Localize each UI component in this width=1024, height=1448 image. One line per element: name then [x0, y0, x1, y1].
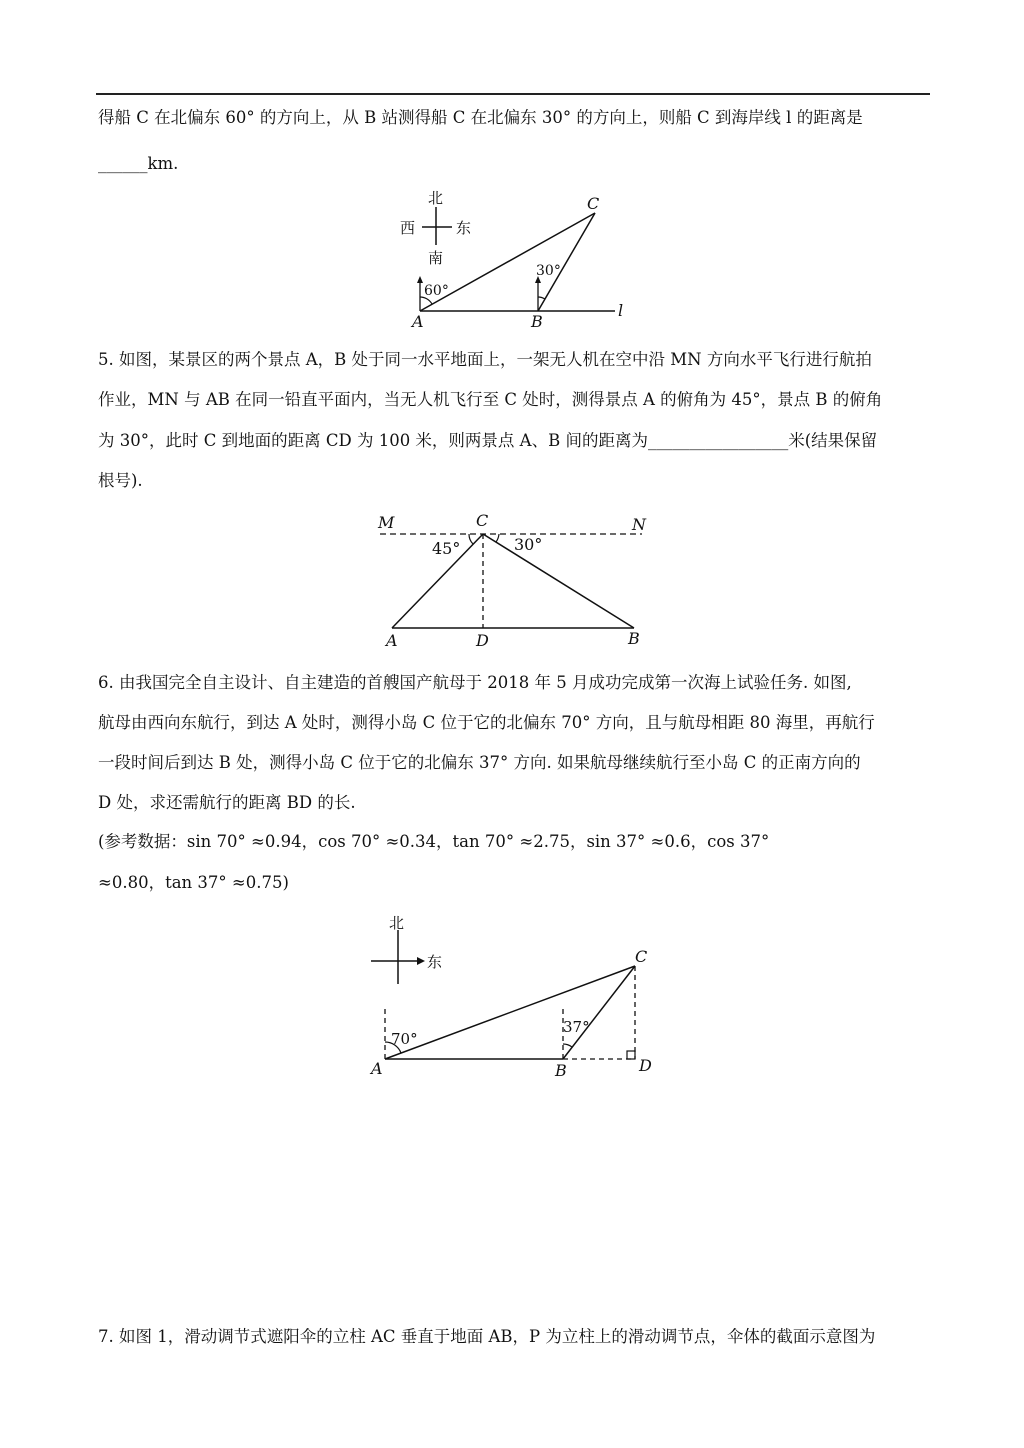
q7-text-line1: 7. 如图 1，滑动调节式遮阳伞的立柱 AC 垂直于地面 AB，P 为立柱上的滑动调节点，伞体的截面示意图为 — [98, 1327, 876, 1346]
angle-30-label: 30° — [536, 263, 561, 279]
q6-reference-data-line2: ≈0.80，tan 37° ≈0.75) — [98, 873, 289, 892]
compass-north-label: 北 — [428, 189, 444, 207]
q6-text-line3: 一段时间后到达 B 处，测得小岛 C 位于它的北偏东 37° 方向. 如果航母继续航行至小岛 C 的正南方向的 — [98, 753, 861, 772]
compass-east-label: 东 — [456, 219, 472, 237]
point-a-label: A — [412, 312, 424, 331]
q6-text-line1: 6. 由我国完全自主设计、自主建造的首艘国产航母于 2018 年 5 月成功完成第一次海上试验任务. 如图, — [98, 673, 852, 692]
q5-text-line3: 为 30°，此时 C 到地面的距离 CD 为 100 米，则两景点 A、B 间的距离为_________________米(结果保留 — [98, 431, 878, 450]
segment-bc — [538, 213, 595, 311]
q6-text-line4: D 处，求还需航行的距离 BD 的长. — [98, 793, 356, 812]
segment-cb — [483, 534, 634, 628]
q5-text-line4: 根号). — [98, 471, 143, 490]
angle-30-label-b: 30° — [514, 535, 543, 554]
angle-37-label: 37° — [563, 1018, 590, 1036]
segment-ac-c — [385, 966, 635, 1059]
point-b-label-c: B — [555, 1061, 567, 1080]
q4-text-line2: ______km. — [98, 154, 179, 173]
compass-south-label: 南 — [428, 249, 444, 267]
q5-text-line1: 5. 如图，某景区的两个景点 A，B 处于同一水平地面上，一架无人机在空中沿 MN 方向水平飞行进行航拍 — [98, 350, 872, 369]
figure-drone-angles — [370, 508, 660, 653]
compass-east-label-b: 东 — [427, 953, 443, 971]
point-a-label-c: A — [371, 1059, 383, 1078]
q4-text-line1: 得船 C 在北偏东 60° 的方向上，从 B 站测得船 C 在北偏东 30° 的方向上，则船 C 到海岸线 l 的距离是 — [98, 108, 863, 127]
point-c-label-c: C — [635, 947, 648, 966]
point-a-label-b: A — [386, 631, 398, 650]
header-rule — [96, 93, 930, 95]
q5-text-line2: 作业，MN 与 AB 在同一铅直平面内，当无人机飞行至 C 处时，测得景点 A 的俯角为 45°，景点 B 的俯角 — [98, 390, 883, 409]
compass-west-label: 西 — [400, 219, 416, 237]
angle-45-label: 45° — [432, 539, 461, 558]
angle-70-label: 70° — [391, 1030, 418, 1048]
point-d-label-b: D — [476, 631, 489, 650]
point-m-label: M — [378, 513, 395, 532]
q6-text-line2: 航母由西向东航行，到达 A 处时，测得小岛 C 位于它的北偏东 70° 方向，且与航母相距 80 海里，再航行 — [98, 713, 875, 732]
point-b-label: B — [531, 312, 543, 331]
figure-ship-bearing — [390, 185, 640, 335]
right-angle-marker — [627, 1051, 635, 1059]
angle-60-label: 60° — [424, 283, 449, 299]
point-n-label: N — [632, 515, 646, 534]
compass-north-label-b: 北 — [389, 914, 405, 932]
q6-reference-data-line1: (参考数据：sin 70° ≈0.94，cos 70° ≈0.34，tan 70° ≈2.75，sin 37° ≈0.6，cos 37° — [98, 832, 770, 851]
point-c-label: C — [587, 194, 600, 213]
figure-carrier-bearing — [365, 908, 665, 1083]
point-c-label-b: C — [476, 511, 489, 530]
point-b-label-b: B — [628, 629, 640, 648]
line-l-label: l — [618, 301, 624, 320]
point-d-label-c: D — [639, 1056, 652, 1075]
